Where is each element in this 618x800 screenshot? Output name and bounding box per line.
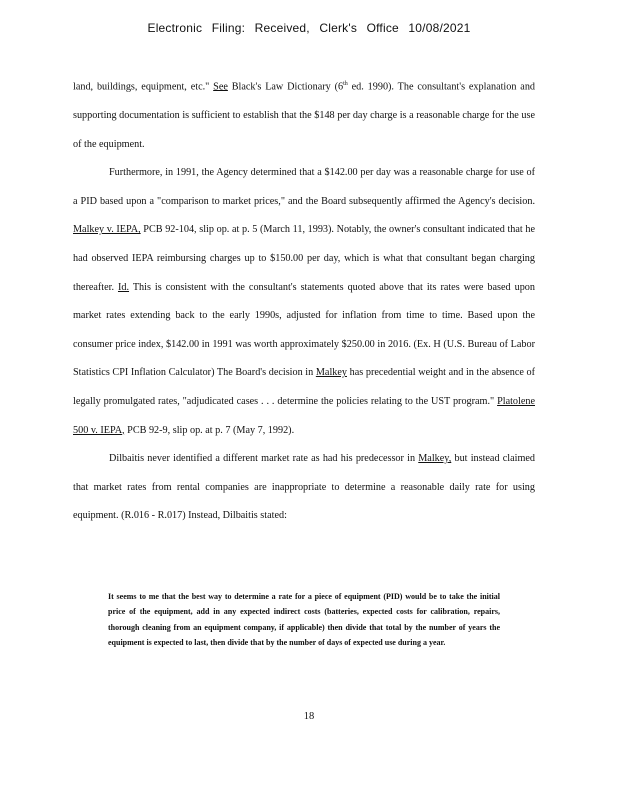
case-citation: Platolene 500 v. IEPA, — [73, 395, 535, 436]
case-citation: See — [213, 81, 228, 93]
text-run: ed. 1990). The consultant's explanation and supporting documentation is sufficient to establish that the $148 per day charge is a reasonable charge for the use of the equipment. — [73, 81, 536, 150]
superscript: th — [343, 81, 348, 87]
document-body — [73, 70, 535, 531]
case-citation: Malkey v. IEPA, — [73, 224, 141, 236]
text-run: Furthermore, in 1991, the Agency determined that a $142.00 per day was a reasonable charge for use of a PID based upon a "comparison to market prices," and the Board subsequently affirmed the Agency's decision. — [73, 167, 535, 207]
text-run: has precedential weight and in the absence of legally promulgated rates, "adjudicated cases . . . determine the policies relating to the UST program." — [73, 367, 535, 407]
text-run: Dilbaitis never identified a different market rate as had his predecessor in — [109, 453, 419, 465]
block-quote-text: It seems to me that the best way to determine a rate for a piece of equipment (PID) would be to take the initial price of the equipment, add in any expected indirect costs (batteries, expected costs for calibration, repairs, thorough cleaning from an equipment company, if applicable) then divide that total by the number of years the equipment is expected to last, then divide that by the number of days of expected use during a year. — [108, 592, 500, 648]
case-citation: Id. — [117, 281, 130, 293]
text-run: PCB 92-104, slip op. at p. 5 (March 11, 1993). Notably, the owner's consultant indicated that he had observed IEPA reimbursing charges up to $150.00 per day, which is what that consultant began charging thereafter. — [73, 224, 535, 293]
case-citation: Malkey — [315, 367, 347, 379]
text-run: Black's Law Dictionary (6 — [227, 81, 344, 93]
case-citation: Malkey, — [418, 453, 452, 465]
efiling-header: Electronic Filing: Received, Clerk's Office 10/08/2021 — [147, 21, 471, 35]
text-run: This is consistent with the consultant's statements quoted above that its rates were based upon market rates extending back to the early 1990s, adjusted for inflation from time to time. Based upon the consumer price index, $142.00 in 1991 was worth approximately $250.00 in 2016. (Ex. H (U.S. Bureau of Labor Statistics CPI Inflation Calculator) The Board's decision in — [73, 281, 535, 379]
text-run: but instead claimed that market rates from rental companies are inappropriate to determine a reasonable daily rate for using equipment. (R.016 - R.017) Instead, Dilbaitis stated: — [73, 453, 535, 522]
paragraph-1 — [73, 70, 535, 159]
block-quote — [108, 589, 500, 651]
page-number: 18 — [303, 711, 315, 722]
text-run: PCB 92-9, slip op. at p. 7 (May 7, 1992). — [124, 424, 295, 436]
text-run: land, buildings, equipment, etc." — [73, 81, 214, 93]
paragraph-2 — [73, 159, 535, 445]
paragraph-3 — [73, 445, 535, 531]
